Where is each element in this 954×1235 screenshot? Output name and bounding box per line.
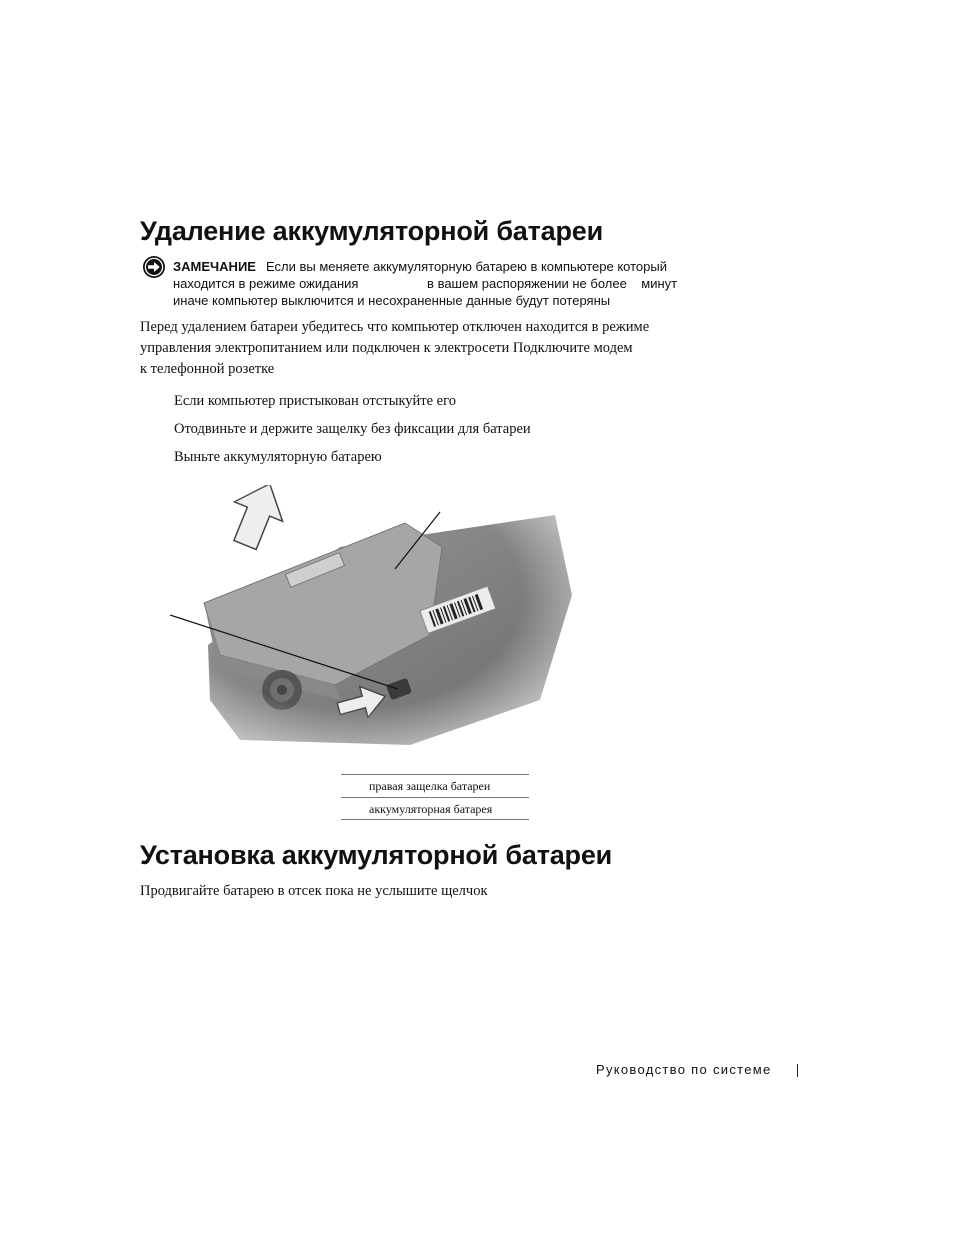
footer-divider	[797, 1064, 798, 1077]
step-1: Если компьютер пристыкован отстыкуйте его	[174, 393, 456, 409]
intro-line-1: Перед удалением батареи убедитесь что компьютер отключен находится в режиме	[140, 319, 650, 335]
notice-line-2: находится в режиме ожидания в вашем распоряжении не более минут	[173, 276, 678, 291]
section-title-remove-battery: Удаление аккумуляторной батареи	[140, 216, 603, 246]
caption-battery-latch: правая защелка батареи	[341, 774, 529, 797]
step-3: Выньте аккумуляторную батарею	[174, 449, 382, 465]
notice-line-3: иначе компьютер выключится и несохраненные данные будут потеряны	[173, 293, 611, 308]
figure-caption-table	[341, 774, 529, 820]
battery-removal-illustration	[160, 485, 580, 760]
intro-line-3: к телефонной розетке	[140, 361, 275, 377]
step-2: Отодвиньте и держите защелку без фиксации для батареи	[174, 421, 531, 437]
intro-paragraph	[140, 317, 649, 380]
footer-text: Руководство по системе	[596, 1062, 772, 1077]
intro-line-2: управления электропитанием или подключен к электросети Подключите модем	[140, 340, 633, 356]
notice-icon	[142, 255, 166, 279]
install-instruction: Продвигайте батарею в отсек пока не услышите щелчок	[140, 883, 488, 899]
section-title-install-battery: Установка аккумуляторной батареи	[140, 840, 613, 870]
notice-block	[173, 258, 677, 309]
notice-label: ЗАМЕЧАНИЕ	[173, 259, 256, 274]
notice-line-1: Если вы меняете аккумуляторную батарею в компьютере который	[265, 259, 667, 274]
caption-battery: аккумуляторная батарея	[341, 797, 529, 820]
